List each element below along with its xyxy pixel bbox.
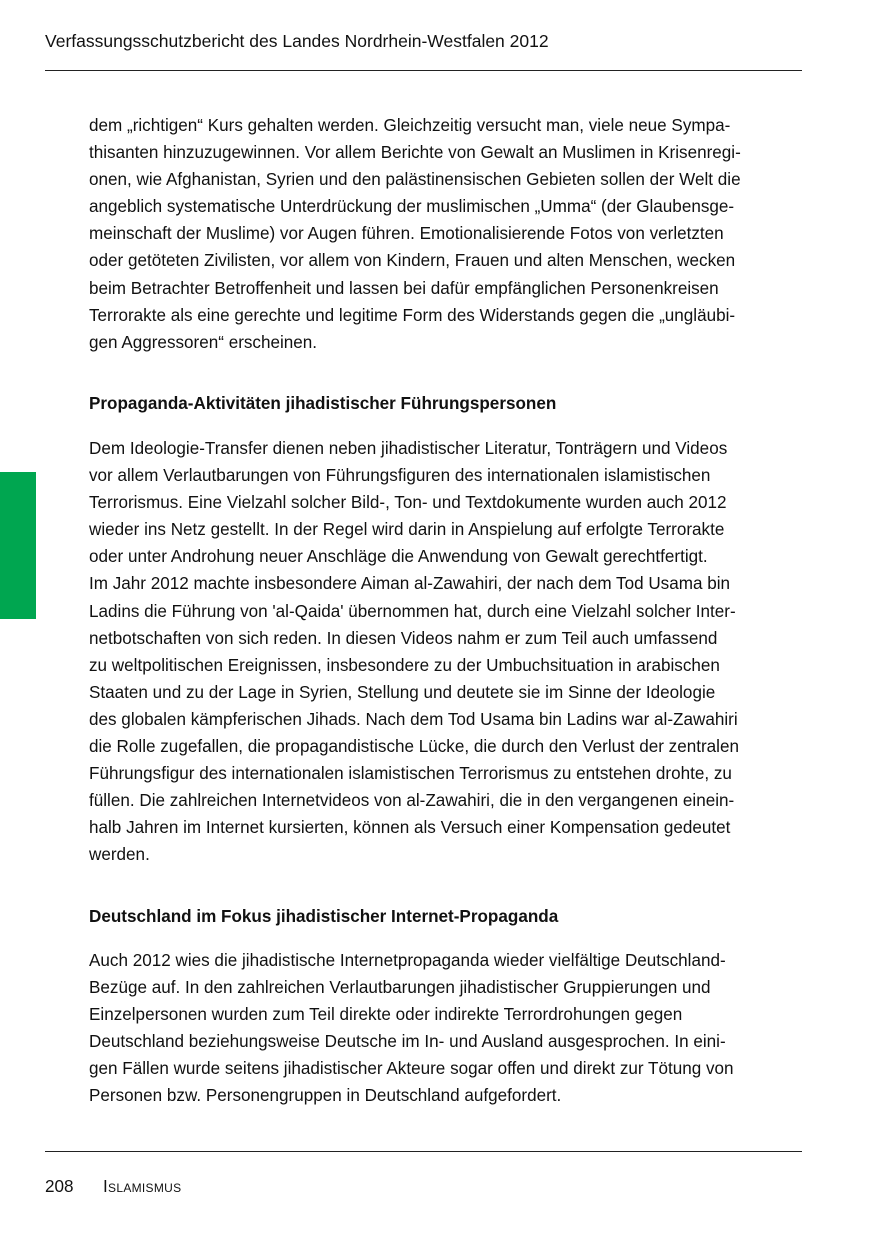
text-line: Dem Ideologie-Transfer dienen neben jihadistischer Literatur, Tonträgern und Videos (89, 439, 728, 458)
text-line: Terrorakte als eine gerechte und legitime Form des Widerstands gegen die „ungläubi- (89, 305, 736, 325)
text-line: vor allem Verlautbarungen von Führungsfiguren des internationalen islamistischen (89, 466, 711, 486)
text-line: des globalen kämpferischen Jihads. Nach dem Tod Usama bin Ladins war al-Zawahiri (89, 709, 738, 729)
running-header-title: Verfassungsschutzbericht des Landes Nordrhein-Westfalen 2012 (45, 31, 549, 51)
footer-section-name: Islamismus (103, 1177, 182, 1196)
text-line: gen Fällen wurde seitens jihadistischer Akteure sogar offen und direkt zur Tötung von (89, 1059, 734, 1079)
text-line: Staaten und zu der Lage in Syrien, Stellung und deutete sie im Sinne der Ideologie (89, 682, 716, 702)
header-divider (45, 70, 802, 71)
text-line: wieder ins Netz gestellt. In der Regel wird darin in Anspielung auf erfolgte Terrorakte (89, 520, 725, 540)
text-line: die Rolle zugefallen, die propagandistische Lücke, die durch den Verlust der zentralen (89, 737, 739, 757)
text-line: meinschaft der Muslime) vor Augen führen. Emotionalisierende Fotos von verletzten (89, 224, 724, 244)
text-line: zu weltpolitischen Ereignissen, insbesondere zu der Umbuchsituation in arabischen (89, 655, 720, 675)
germany-focus-paragraph (89, 947, 805, 1110)
text-line: Deutschland beziehungsweise Deutsche im In- und Ausland ausgesprochen. In eini- (89, 1032, 726, 1052)
text-line: onen, wie Afghanistan, Syrien und den palästinensischen Gebieten sollen der Welt die (89, 170, 741, 190)
text-line: oder unter Androhung neuer Anschläge die Anwendung von Gewalt gerechtfertigt. (89, 547, 708, 567)
section-heading-germany-focus: Deutschland im Fokus jihadistischer Internet-Propaganda (89, 907, 559, 926)
text-line: netbotschaften von sich reden. In diesen Videos nahm er zum Teil auch umfassend (89, 628, 718, 648)
text-line: oder getöteten Zivilisten, vor allem von Kindern, Frauen und alten Menschen, wecken (89, 251, 736, 271)
text-line: dem „richtigen“ Kurs gehalten werden. Gleichzeitig versucht man, viele neue Sympa- (89, 116, 731, 135)
text-line: Auch 2012 wies die jihadistische Internetpropaganda wieder vielfältige Deutschland- (89, 951, 726, 970)
section-heading-propaganda: Propaganda-Aktivitäten jihadistischer Führungspersonen (89, 394, 557, 413)
text-line: angeblich systematische Unterdrückung der muslimischen „Umma“ (der Glaubensge- (89, 197, 735, 217)
text-line: beim Betrachter Betroffenheit und lassen bei dafür empfänglichen Personenkreisen (89, 278, 719, 298)
propaganda-paragraph (89, 435, 805, 869)
text-line: thisanten hinzuzugewinnen. Vor allem Berichte von Gewalt an Muslimen in Krisenregi- (89, 143, 741, 163)
text-line: Bezüge auf. In den zahlreichen Verlautbarungen jihadistischer Gruppierungen und (89, 978, 711, 998)
text-line: Personen bzw. Personengruppen in Deutschland aufgefordert. (89, 1086, 562, 1106)
text-line: werden. (89, 845, 150, 865)
text-line: Ladins die Führung von 'al-Qaida' übernommen hat, durch eine Vielzahl solcher Inter- (89, 601, 736, 621)
text-line: halb Jahren im Internet kursierten, können als Versuch einer Kompensation gedeutet (89, 818, 731, 838)
text-line: Einzelpersonen wurden zum Teil direkte oder indirekte Terrordrohungen gegen (89, 1005, 683, 1025)
text-line: gen Aggressoren“ erscheinen. (89, 332, 318, 352)
text-line: füllen. Die zahlreichen Internetvideos von al-Zawahiri, die in den vergangenen einein- (89, 791, 735, 811)
intro-paragraph (89, 112, 805, 356)
text-line: Führungsfigur des internationalen islamistischen Terrorismus zu entstehen drohte, zu (89, 764, 732, 784)
page-number: 208 (45, 1177, 74, 1196)
footer-divider (45, 1151, 802, 1152)
text-line: Terrorismus. Eine Vielzahl solcher Bild-, Ton- und Textdokumente wurden auch 2012 (89, 493, 727, 513)
text-line: Im Jahr 2012 machte insbesondere Aiman al-Zawahiri, der nach dem Tod Usama bin (89, 574, 731, 594)
chapter-marker-tab (0, 472, 36, 619)
